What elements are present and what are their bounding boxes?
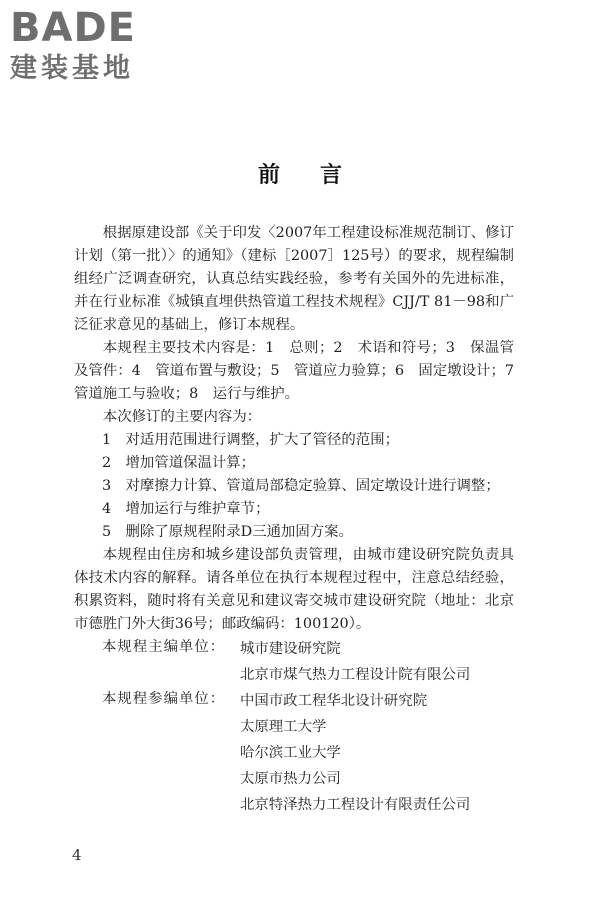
revision-item: 4 增加运行与维护章节； <box>102 501 270 517</box>
brand-logo <box>10 6 180 86</box>
revision-item: 3 对摩擦力计算、管道局部稳定验算、固定墩设计进行调整； <box>102 478 500 494</box>
participating-unit: 中国市政工程华北设计研究院 <box>240 693 428 709</box>
document-body <box>74 222 529 818</box>
chief-unit: 城市建设研究院 <box>240 641 341 657</box>
participating-units-block <box>74 688 514 818</box>
revision-heading: 本次修订的主要内容为： <box>102 409 262 425</box>
chief-units-block <box>74 636 514 688</box>
chief-unit: 北京市煤气热力工程设计院有限公司 <box>240 667 471 683</box>
participating-units-list <box>240 688 514 818</box>
revision-item: 5 删除了原规程附录D三通加固方案。 <box>102 524 353 540</box>
logo-wordmark: BADE <box>10 5 136 51</box>
chief-units-list <box>240 636 514 688</box>
participating-unit: 北京特泽热力工程设计有限责任公司 <box>240 797 471 813</box>
participating-unit: 哈尔滨工业大学 <box>240 745 341 761</box>
logo-subtitle: 建装基地 <box>10 53 134 84</box>
revision-item: 2 增加管道保温计算； <box>102 455 256 471</box>
page-title: 前言 <box>257 162 382 188</box>
intro-paragraph: 根据原建设部《关于印发〈2007年工程建设标准规范制订、修订计划（第一批）〉的通知》（建标［2007］125号）的要求，规程编制组经广泛调查研究，认真总结实践经验，参考有关国外的先进标准，并在行业标准《城镇直埋供热管道工程技术规程》CJJ/T 81－98和广泛征求意见的基础上，修订本规程。 <box>74 225 514 333</box>
management-paragraph: 本规程由住房和城乡建设部负责管理，由城市建设研究院负责具体技术内容的解释。请各单位在执行本规程过程中，注意总结经验，积累资料，随时将有关意见和建议寄交城市建设研究院（地址：北京市德胜门外大街36号；邮政编码：100120）。 <box>74 547 514 632</box>
page-number: 4 <box>72 846 82 864</box>
chief-units-label: 本规程主编单位： <box>102 639 226 655</box>
participating-units-label: 本规程参编单位： <box>102 691 226 707</box>
technical-content-paragraph: 本规程主要技术内容是：1 总则；2 术语和符号；3 保温管及管件：4 管道布置与敷设；5 管道应力验算；6 固定墩设计；7 管道施工与验收；8 运行与维护。 <box>74 340 529 402</box>
participating-unit: 太原理工大学 <box>240 719 327 735</box>
revision-item: 1 对适用范围进行调整，扩大了管径的范围； <box>102 432 399 448</box>
participating-unit: 太原市热力公司 <box>240 771 341 787</box>
